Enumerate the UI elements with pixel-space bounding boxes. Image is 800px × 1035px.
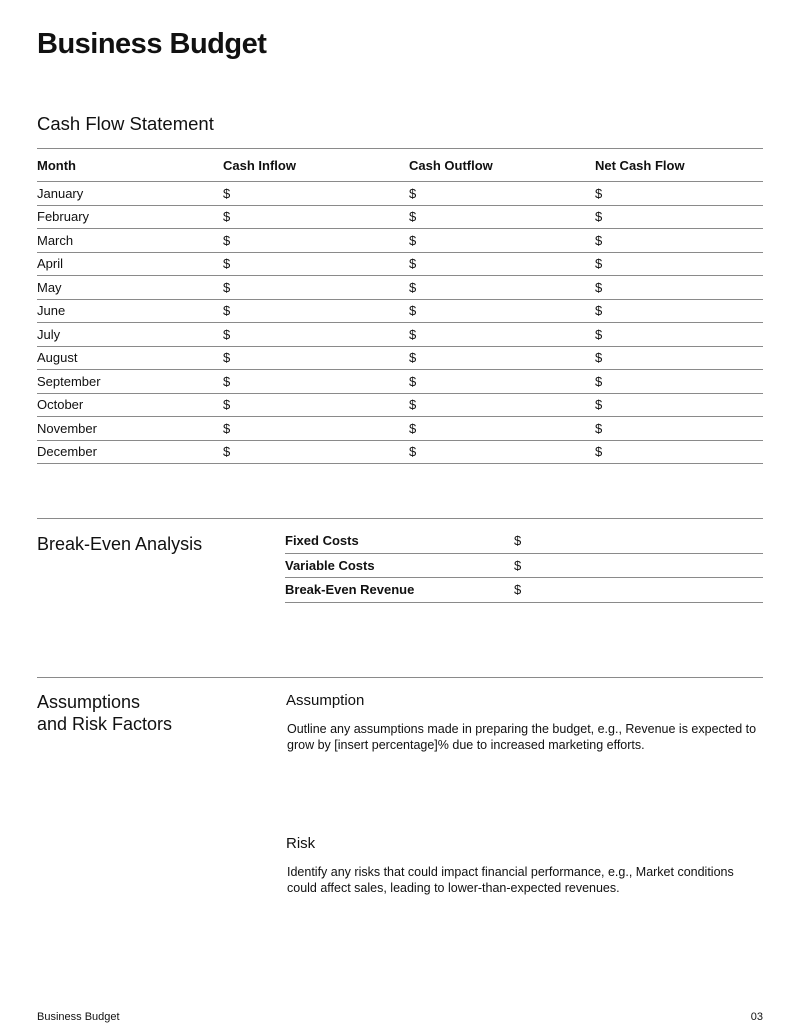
- inflow-cell[interactable]: $: [223, 256, 231, 272]
- outflow-cell[interactable]: $: [409, 326, 417, 342]
- table-row: [37, 440, 763, 464]
- table-row: [37, 182, 763, 206]
- table-row: [37, 417, 763, 441]
- assumption-text: Outline any assumptions made in preparing the budget, e.g., Revenue is expected to grow by [insert percentage]% due to increased marketing efforts.: [287, 722, 757, 752]
- section-divider: [37, 518, 763, 519]
- net-cell[interactable]: $: [595, 397, 603, 413]
- column-header-net-cash-flow: Net Cash Flow: [595, 158, 685, 173]
- table-row: [37, 276, 763, 300]
- table-row: [37, 370, 763, 394]
- outflow-cell[interactable]: $: [409, 303, 417, 319]
- net-cell[interactable]: $: [595, 232, 603, 248]
- table-row: [285, 529, 763, 553]
- table-row: [37, 393, 763, 417]
- assumptions-title-line1: Assumptions: [37, 692, 141, 712]
- outflow-cell[interactable]: $: [409, 397, 417, 413]
- inflow-cell[interactable]: $: [223, 326, 231, 342]
- outflow-cell[interactable]: $: [409, 209, 417, 225]
- break-even-label: Break-Even Revenue: [285, 578, 514, 603]
- month-cell: December: [37, 444, 97, 460]
- month-cell: August: [37, 350, 78, 366]
- net-cell[interactable]: $: [595, 279, 603, 295]
- inflow-cell[interactable]: $: [223, 209, 231, 225]
- month-cell: April: [37, 256, 64, 272]
- inflow-cell[interactable]: $: [223, 232, 231, 248]
- net-cell[interactable]: $: [595, 303, 603, 319]
- outflow-cell[interactable]: $: [409, 185, 417, 201]
- outflow-cell[interactable]: $: [409, 350, 417, 366]
- net-cell[interactable]: $: [595, 209, 603, 225]
- assumptions-title: [37, 691, 172, 735]
- month-cell: September: [37, 373, 101, 389]
- section-divider: [37, 677, 763, 678]
- table-row: [37, 346, 763, 370]
- break-even-title: Break-Even Analysis: [37, 534, 203, 554]
- month-cell: May: [37, 279, 62, 295]
- month-cell: June: [37, 303, 66, 319]
- column-header-cash-inflow: Cash Inflow: [223, 158, 296, 173]
- break-even-table: [285, 529, 763, 603]
- inflow-cell[interactable]: $: [223, 420, 231, 436]
- net-cell[interactable]: $: [595, 185, 603, 201]
- column-header-month: Month: [37, 158, 76, 173]
- cash-flow-table: [37, 148, 763, 464]
- table-row: [37, 205, 763, 229]
- break-even-label: Fixed Costs: [285, 529, 514, 553]
- month-cell: February: [37, 209, 90, 225]
- net-cell[interactable]: $: [595, 256, 603, 272]
- net-cell[interactable]: $: [595, 373, 603, 389]
- assumptions-title-line2: and Risk Factors: [37, 714, 173, 734]
- assumption-heading: Assumption: [286, 692, 365, 709]
- table-row: [285, 553, 763, 578]
- outflow-cell[interactable]: $: [409, 444, 417, 460]
- inflow-cell[interactable]: $: [223, 444, 231, 460]
- month-cell: March: [37, 232, 74, 248]
- table-header-row: [37, 149, 763, 182]
- table-row: [285, 578, 763, 603]
- cash-flow-title: Cash Flow Statement: [37, 113, 214, 134]
- outflow-cell[interactable]: $: [409, 373, 417, 389]
- month-cell: November: [37, 420, 97, 436]
- table-row: [37, 299, 763, 323]
- break-even-label: Variable Costs: [285, 553, 514, 578]
- outflow-cell[interactable]: $: [409, 256, 417, 272]
- outflow-cell[interactable]: $: [409, 232, 417, 248]
- inflow-cell[interactable]: $: [223, 397, 231, 413]
- outflow-cell[interactable]: $: [409, 420, 417, 436]
- inflow-cell[interactable]: $: [223, 303, 231, 319]
- break-even-value[interactable]: $: [514, 553, 763, 578]
- break-even-value[interactable]: $: [514, 578, 763, 603]
- column-header-cash-outflow: Cash Outflow: [409, 158, 493, 173]
- page-number: 03: [750, 1011, 763, 1023]
- page-title: Business Budget: [37, 28, 267, 60]
- month-cell: October: [37, 397, 84, 413]
- break-even-value[interactable]: $: [514, 529, 763, 553]
- risk-heading: Risk: [286, 835, 316, 852]
- month-cell: January: [37, 185, 84, 201]
- table-row: [37, 323, 763, 347]
- inflow-cell[interactable]: $: [223, 373, 231, 389]
- net-cell[interactable]: $: [595, 420, 603, 436]
- outflow-cell[interactable]: $: [409, 279, 417, 295]
- net-cell[interactable]: $: [595, 444, 603, 460]
- net-cell[interactable]: $: [595, 350, 603, 366]
- footer-document-label: Business Budget: [37, 1011, 120, 1023]
- month-cell: July: [37, 326, 61, 342]
- risk-text: Identify any risks that could impact financial performance, e.g., Market conditions could affect sales, leading to lower-than-expected revenues.: [287, 865, 734, 895]
- table-row: [37, 252, 763, 276]
- table-row: [37, 229, 763, 253]
- inflow-cell[interactable]: $: [223, 185, 231, 201]
- net-cell[interactable]: $: [595, 326, 603, 342]
- inflow-cell[interactable]: $: [223, 279, 231, 295]
- inflow-cell[interactable]: $: [223, 350, 231, 366]
